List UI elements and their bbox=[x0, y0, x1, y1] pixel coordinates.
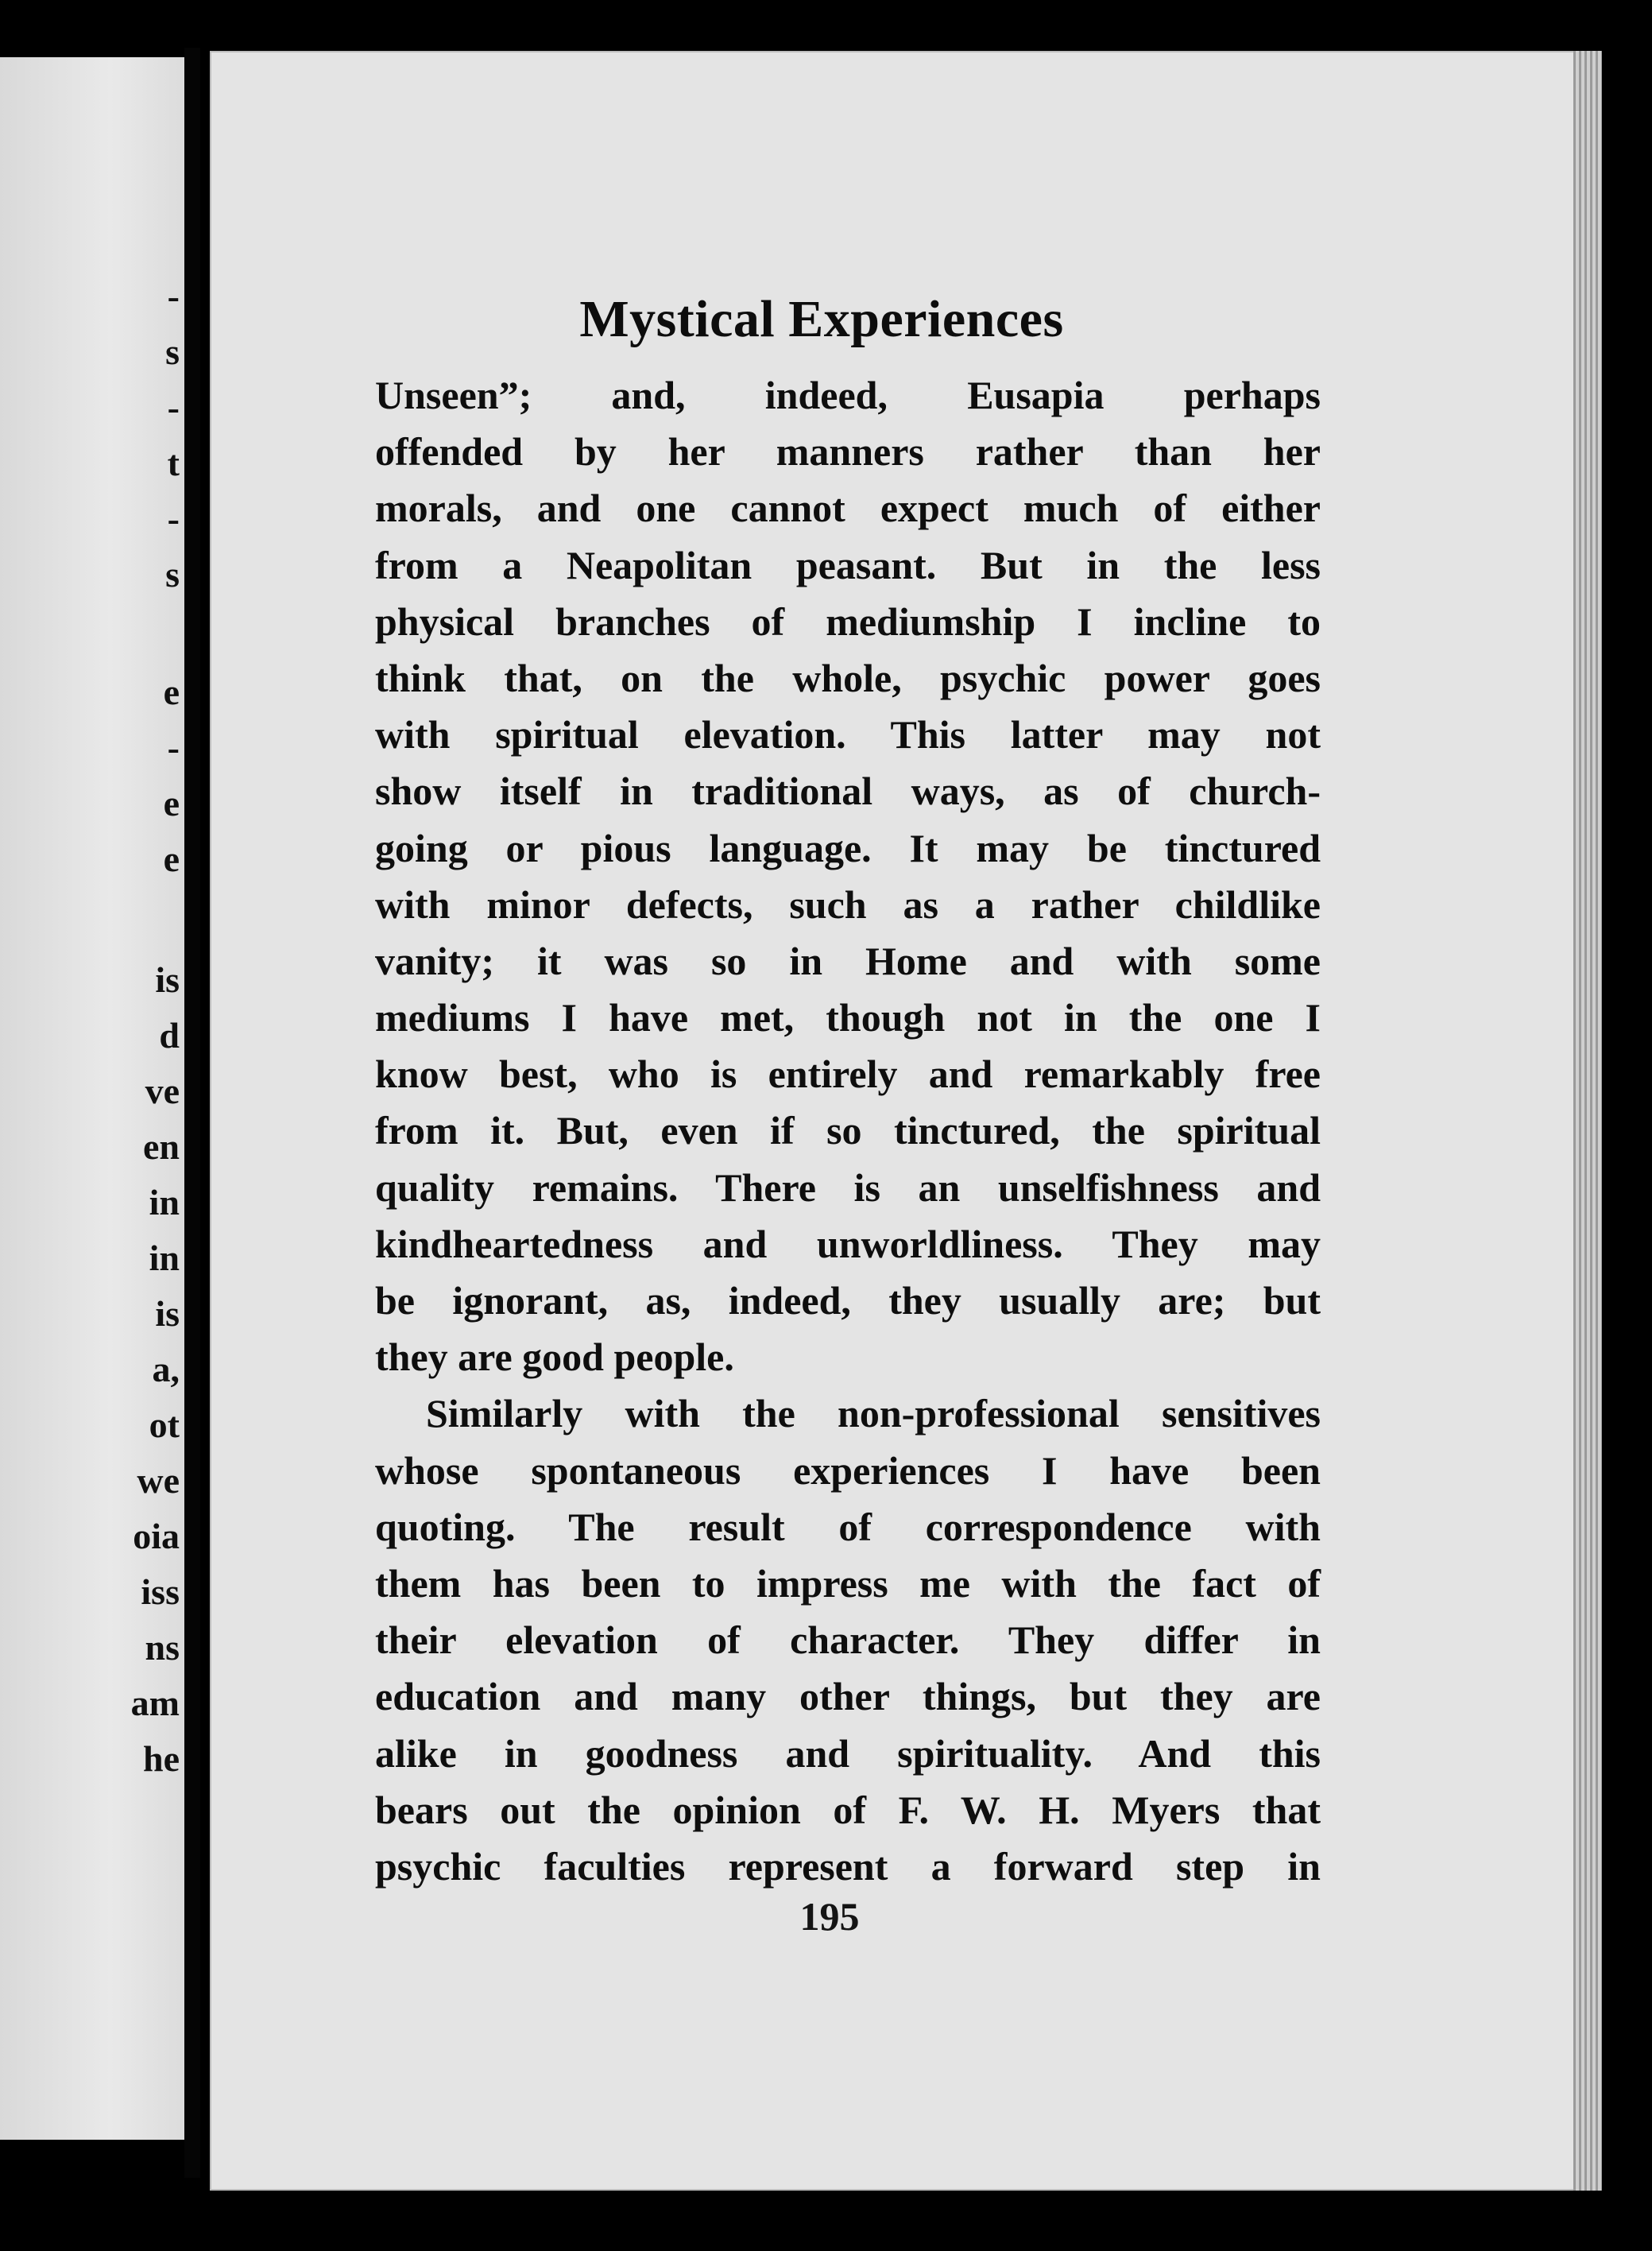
facing-page-fragment-text: - bbox=[167, 276, 180, 316]
text-line: education and many other things, but they are bbox=[375, 1674, 1321, 1719]
facing-page-fragment-text: iss bbox=[141, 1571, 180, 1612]
text-line: alike in goodness and spirituality. And this bbox=[375, 1730, 1321, 1776]
facing-page-fragment-text: s bbox=[165, 331, 180, 372]
text-line: their elevation of character. They differ in bbox=[375, 1618, 1321, 1663]
text-line: whose spontaneous experiences I have been bbox=[375, 1447, 1321, 1493]
facing-page-fragment-text: - bbox=[167, 727, 180, 768]
text-line: know best, who is entirely and remarkably free bbox=[375, 1052, 1321, 1097]
facing-page-fragment-text: is bbox=[155, 959, 180, 1000]
facing-page-fragment-text: en bbox=[143, 1126, 180, 1167]
facing-page-fragment bbox=[0, 57, 184, 2140]
facing-page-fragment-text: - bbox=[167, 498, 180, 539]
text-line: bears out the opinion of F. W. H. Myers that bbox=[375, 1787, 1321, 1832]
text-line: show itself in traditional ways, as of church- bbox=[375, 769, 1321, 814]
facing-page-fragment-text: a, bbox=[152, 1349, 180, 1389]
facing-page-fragment-text: s bbox=[165, 554, 180, 595]
facing-page-fragment-text: - bbox=[167, 387, 180, 428]
facing-page-fragment-text: ns bbox=[145, 1627, 180, 1668]
facing-page-fragment-text: am bbox=[130, 1683, 180, 1723]
facing-page-fragment-text: in bbox=[149, 1238, 180, 1278]
text-line: mediums I have met, though not in the one I bbox=[375, 995, 1321, 1040]
text-line: think that, on the whole, psychic power goes bbox=[375, 655, 1321, 700]
text-line: from it. But, even if so tinctured, the spiritual bbox=[375, 1108, 1321, 1153]
text-line: them has been to impress me with the fact of bbox=[375, 1560, 1321, 1606]
facing-page-fragment-text: is bbox=[155, 1293, 180, 1334]
text-line: quality remains. There is an unselfishness and bbox=[375, 1164, 1321, 1210]
facing-page-fragment-text: e bbox=[163, 839, 180, 879]
page-number: 195 bbox=[799, 1894, 860, 1939]
text-line: from a Neapolitan peasant. But in the less bbox=[375, 542, 1321, 587]
text-line: offended by her manners rather than her bbox=[375, 429, 1321, 475]
facing-page-fragment-text: e bbox=[163, 783, 180, 823]
facing-page-fragment-text: e bbox=[163, 672, 180, 712]
facing-page-fragment-text: oia bbox=[133, 1516, 180, 1556]
text-line: morals, and one cannot expect much of either bbox=[375, 486, 1321, 531]
text-line: with minor defects, such as a rather childlike bbox=[375, 881, 1321, 927]
facing-page-fragment-text: in bbox=[149, 1182, 180, 1222]
text-line: they are good people. bbox=[375, 1335, 734, 1380]
text-line: Similarly with the non-professional sensitives bbox=[426, 1391, 1321, 1436]
text-line: Unseen”; and, indeed, Eusapia perhaps bbox=[375, 373, 1321, 417]
text-line: going or pious language. It may be tinctured bbox=[375, 825, 1321, 870]
facing-page-fragment-text: d bbox=[159, 1015, 180, 1056]
text-line: physical branches of mediumship I incline to bbox=[375, 599, 1321, 644]
text-line: be ignorant, as, indeed, they usually are; but bbox=[375, 1278, 1321, 1323]
paragraph-2 bbox=[375, 1385, 1321, 1895]
text-line: with spiritual elevation. This latter may not bbox=[375, 712, 1321, 757]
running-head: Mystical Experiences bbox=[579, 290, 1064, 348]
book-page bbox=[210, 51, 1592, 2191]
text-line: psychic faculties represent a forward step in bbox=[375, 1843, 1321, 1889]
facing-page-fragment-text: t bbox=[167, 443, 180, 483]
text-line: quoting. The result of correspondence with bbox=[375, 1504, 1321, 1549]
text-line: vanity; it was so in Home and with some bbox=[375, 938, 1321, 983]
text-line: kindheartedness and unworldliness. They may bbox=[375, 1221, 1321, 1266]
facing-page-fragment-text: he bbox=[143, 1738, 180, 1779]
facing-page-fragment-text: ot bbox=[149, 1404, 180, 1445]
body-text bbox=[375, 367, 1321, 1895]
book-gutter bbox=[184, 48, 200, 2178]
page-edge bbox=[1573, 51, 1602, 2191]
facing-page-fragment-text: ve bbox=[145, 1071, 180, 1111]
facing-page-fragment-text: we bbox=[137, 1460, 180, 1501]
paragraph-1 bbox=[375, 367, 1321, 1385]
